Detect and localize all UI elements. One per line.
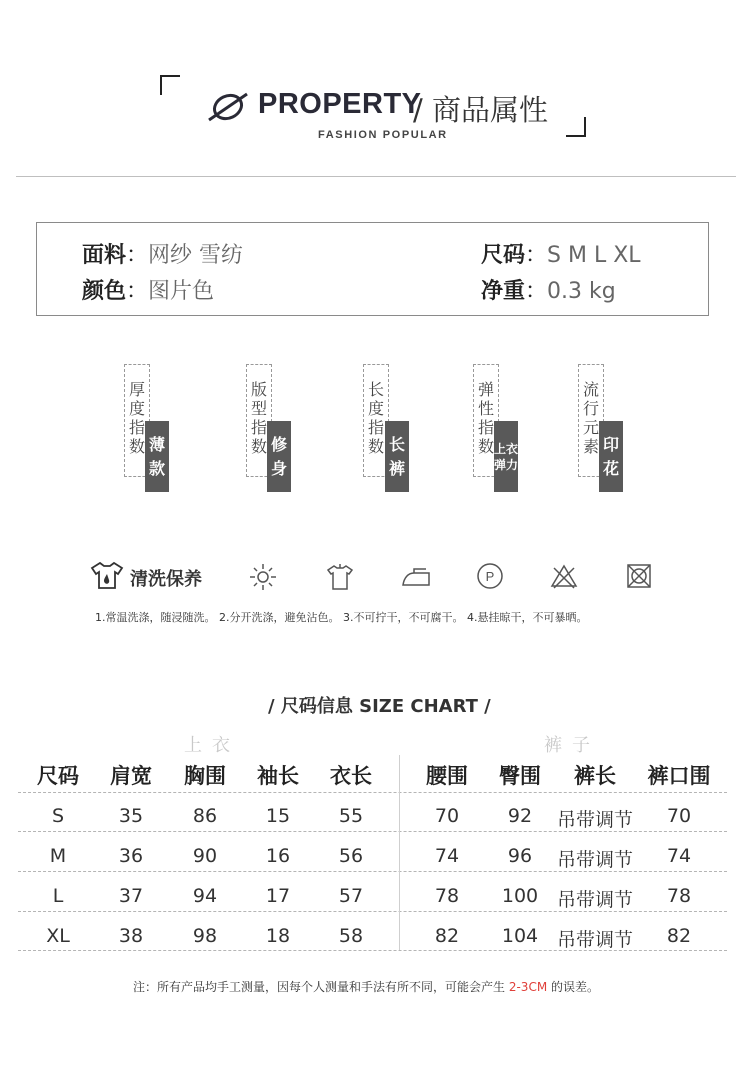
table-cell-size: L (52, 885, 64, 907)
attribute-value: 上衣弹力 (494, 421, 518, 492)
note-prefix: 注：所有产品均手工测量，因每个人测量和手法有所不同，可能会产生 (133, 980, 506, 994)
wash-instructions: 1.常温洗涤，随浸随洗。 2.分开洗涤，避免沾色。 3.不可拧干，不可腐干。 4.悬挂晾干，不可暴晒。 (95, 611, 588, 624)
table-cell-size: M (49, 845, 67, 867)
weight-label: 净重 (481, 279, 526, 304)
iron-icon (400, 564, 432, 590)
attribute-value: 修身 (267, 421, 291, 492)
size-colon: ： (525, 243, 548, 268)
table-cell-sleeve: 15 (265, 805, 291, 827)
attribute-value: 印花 (599, 421, 623, 492)
corner-bracket-top-left (160, 75, 180, 95)
material-row (82, 238, 243, 269)
attribute-label: 长度指数 (367, 380, 384, 456)
table-cell-length: 57 (338, 885, 364, 907)
column-header-waist: 腰围 (426, 764, 468, 788)
top-group-label: 上衣 (184, 735, 240, 756)
row-divider (18, 792, 727, 793)
material-value: 网纱 雪纺 (148, 243, 244, 268)
table-cell-sleeve: 18 (265, 925, 291, 947)
table-cell-size: XL (46, 925, 70, 947)
weight-colon: ： (525, 279, 548, 304)
sun-dry-icon (248, 562, 278, 592)
attribute-value: 长裤 (385, 421, 409, 492)
slashed-circle-logo-icon (205, 92, 251, 122)
attribute-label: 弹性指数 (477, 380, 494, 456)
table-cell-waist: 74 (434, 845, 460, 867)
table-cell-sleeve: 16 (265, 845, 291, 867)
size-chart-title: / 尺码信息 SIZE CHART / (268, 696, 491, 717)
table-cell-hem: 82 (666, 925, 692, 947)
table-cell-chest: 98 (192, 925, 218, 947)
pants-group-label: 裤子 (544, 735, 600, 756)
tshirt-drop-icon (88, 560, 128, 592)
table-cell-hip: 100 (501, 885, 539, 907)
table-cell-size: S (51, 805, 65, 827)
table-cell-pants-length: 吊带调节 (556, 929, 634, 951)
corner-bracket-bottom-right (566, 117, 586, 137)
note-suffix: 的误差。 (551, 980, 600, 994)
table-cell-length: 55 (338, 805, 364, 827)
table-cell-shoulder: 36 (118, 845, 144, 867)
column-header-hip: 臀围 (499, 764, 541, 788)
color-label: 颜色 (82, 279, 127, 304)
attribute-value: 薄款 (145, 421, 169, 492)
no-tumble-dry-icon (625, 562, 653, 590)
attribute-label: 版型指数 (250, 380, 267, 456)
attribute-label: 流行元素 (582, 380, 599, 456)
size-value: S M L XL (547, 243, 641, 268)
table-cell-hip: 92 (507, 805, 533, 827)
weight-row (481, 274, 616, 305)
column-header-length: 衣长 (330, 764, 372, 788)
table-cell-hip: 104 (501, 925, 539, 947)
table-cell-chest: 86 (192, 805, 218, 827)
dry-clean-p-icon (476, 562, 504, 590)
table-cell-chest: 94 (192, 885, 218, 907)
measurement-note (133, 978, 599, 995)
material-label: 面料 (82, 243, 127, 268)
table-cell-hem: 78 (666, 885, 692, 907)
table-cell-pants-length: 吊带调节 (556, 809, 634, 831)
column-header-size: 尺码 (37, 764, 79, 788)
table-cell-hem: 74 (666, 845, 692, 867)
no-bleach-icon (550, 562, 578, 590)
page-subtitle: / 商品属性 (413, 93, 548, 127)
color-row (82, 274, 214, 305)
table-cell-sleeve: 17 (265, 885, 291, 907)
column-header-pants-length: 裤长 (574, 764, 616, 788)
column-header-chest: 胸围 (184, 764, 226, 788)
group-divider (399, 755, 400, 950)
table-cell-waist: 78 (434, 885, 460, 907)
svg-text:P: P (485, 569, 495, 584)
page-title: PROPERTY (258, 88, 422, 120)
table-cell-shoulder: 35 (118, 805, 144, 827)
table-cell-waist: 82 (434, 925, 460, 947)
table-cell-length: 56 (338, 845, 364, 867)
wash-title: 清洗保养 (130, 569, 202, 590)
table-cell-hip: 96 (507, 845, 533, 867)
color-value: 图片色 (148, 279, 215, 304)
table-cell-waist: 70 (434, 805, 460, 827)
hang-shirt-icon (325, 562, 355, 592)
color-colon: ： (126, 279, 149, 304)
material-colon: ： (126, 243, 149, 268)
table-cell-length: 58 (338, 925, 364, 947)
column-header-sleeve: 袖长 (257, 764, 299, 788)
size-label: 尺码 (481, 243, 526, 268)
table-cell-pants-length: 吊带调节 (556, 849, 634, 871)
table-cell-shoulder: 37 (118, 885, 144, 907)
column-header-shoulder: 肩宽 (110, 764, 152, 788)
column-header-hem: 裤口围 (647, 764, 711, 788)
table-cell-shoulder: 38 (118, 925, 144, 947)
weight-value: 0.3 kg (547, 279, 616, 304)
size-row (481, 238, 641, 269)
attribute-label: 厚度指数 (128, 380, 145, 456)
table-cell-chest: 90 (192, 845, 218, 867)
tagline: FASHION POPULAR (318, 129, 448, 141)
note-highlight: 2-3CM (508, 980, 548, 994)
table-cell-hem: 70 (666, 805, 692, 827)
divider (16, 176, 736, 177)
table-cell-pants-length: 吊带调节 (556, 889, 634, 911)
